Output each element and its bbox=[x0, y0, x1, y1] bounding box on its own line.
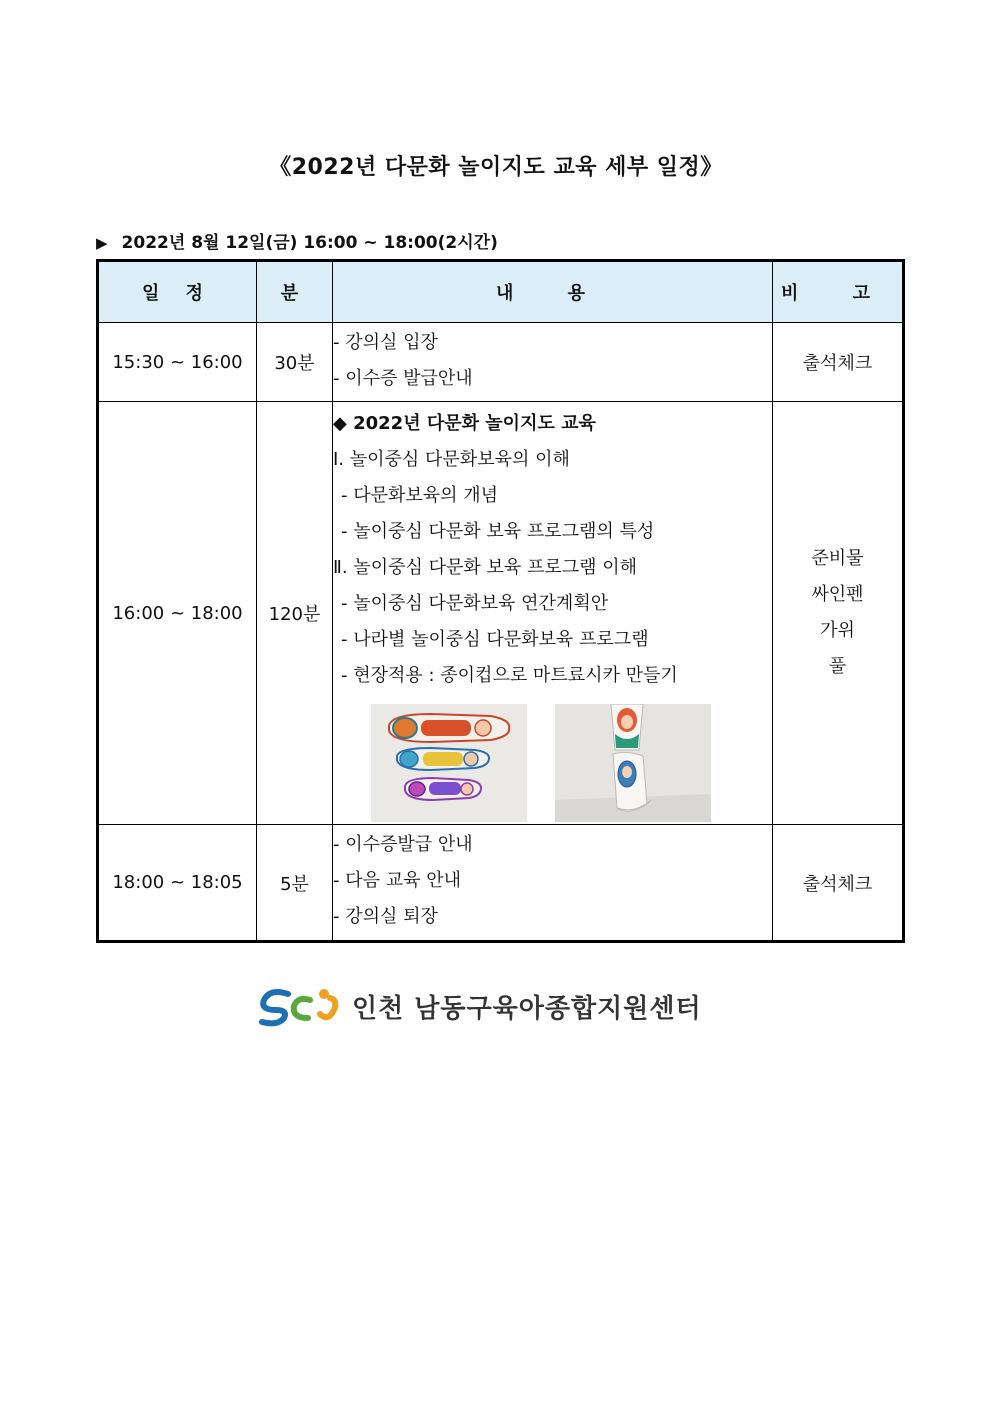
row2-notes bbox=[773, 402, 904, 825]
header-content: 내 용 bbox=[333, 261, 773, 323]
table-row bbox=[98, 323, 904, 402]
paper-cup-matryoshka-image bbox=[555, 704, 711, 822]
schedule-date-text: 2022년 8월 12일(금) 16:00 ~ 18:00(2시간) bbox=[121, 233, 498, 253]
org-name: 인천 남동구육아종합지원센터 bbox=[352, 993, 702, 1024]
table-row bbox=[98, 825, 904, 942]
triangle-marker-icon: ▶ bbox=[96, 234, 108, 252]
header-schedule: 일 정 bbox=[98, 261, 257, 323]
footer-logo bbox=[258, 984, 702, 1028]
schedule-date bbox=[96, 228, 498, 253]
center-logo-icon bbox=[258, 984, 340, 1028]
document-title: 《2022년 다문화 놀이지도 교육 세부 일정》 bbox=[269, 155, 723, 180]
header-remarks: 비 고 bbox=[773, 261, 904, 323]
list-item: Ⅱ. 놀이중심 다문화 보육 프로그램 이해 bbox=[333, 557, 638, 578]
material-item: 가위 bbox=[820, 620, 855, 641]
material-item: 싸인펜 bbox=[811, 584, 864, 605]
row3-content bbox=[333, 825, 773, 942]
section-heading: ◆ 2022년 다문화 놀이지도 교육 bbox=[333, 413, 596, 434]
list-item: Ⅰ. 놀이중심 다문화보육의 이해 bbox=[333, 449, 570, 470]
schedule-table bbox=[96, 259, 905, 943]
list-item: - 다문화보육의 개념 bbox=[341, 485, 499, 506]
list-item: - 다음 교육 안내 bbox=[333, 870, 461, 891]
material-item: 풀 bbox=[828, 656, 847, 677]
row1-time: 15:30 ~ 16:00 bbox=[98, 323, 257, 402]
row1-content bbox=[333, 323, 773, 402]
list-item: - 이수증발급 안내 bbox=[333, 834, 473, 855]
row3-minutes: 5분 bbox=[257, 825, 333, 942]
list-item: - 놀이중심 다문화보육 연간계획안 bbox=[341, 593, 609, 614]
header-minutes: 분 bbox=[257, 261, 333, 323]
materials-label: 준비물 bbox=[811, 548, 864, 569]
row3-time: 18:00 ~ 18:05 bbox=[98, 825, 257, 942]
row2-time: 16:00 ~ 18:00 bbox=[98, 402, 257, 825]
list-item: - 강의실 퇴장 bbox=[333, 906, 438, 927]
row2-minutes: 120분 bbox=[257, 402, 333, 825]
row1-note: 출석체크 bbox=[773, 323, 904, 402]
list-item: - 현장적용 : 종이컵으로 마트료시카 만들기 bbox=[341, 665, 678, 686]
table-header-row bbox=[98, 261, 904, 323]
row1-minutes: 30분 bbox=[257, 323, 333, 402]
table-row bbox=[98, 402, 904, 825]
list-item: - 놀이중심 다문화 보육 프로그램의 특성 bbox=[341, 521, 655, 542]
list-item: - 이수증 발급안내 bbox=[333, 368, 473, 389]
list-item: - 나라별 놀이중심 다문화보육 프로그램 bbox=[341, 629, 649, 650]
matryoshka-cutouts-image bbox=[371, 704, 527, 822]
list-item: - 강의실 입장 bbox=[333, 332, 438, 353]
activity-photos bbox=[333, 694, 772, 824]
row3-note: 출석체크 bbox=[773, 825, 904, 942]
row2-content bbox=[333, 402, 773, 825]
